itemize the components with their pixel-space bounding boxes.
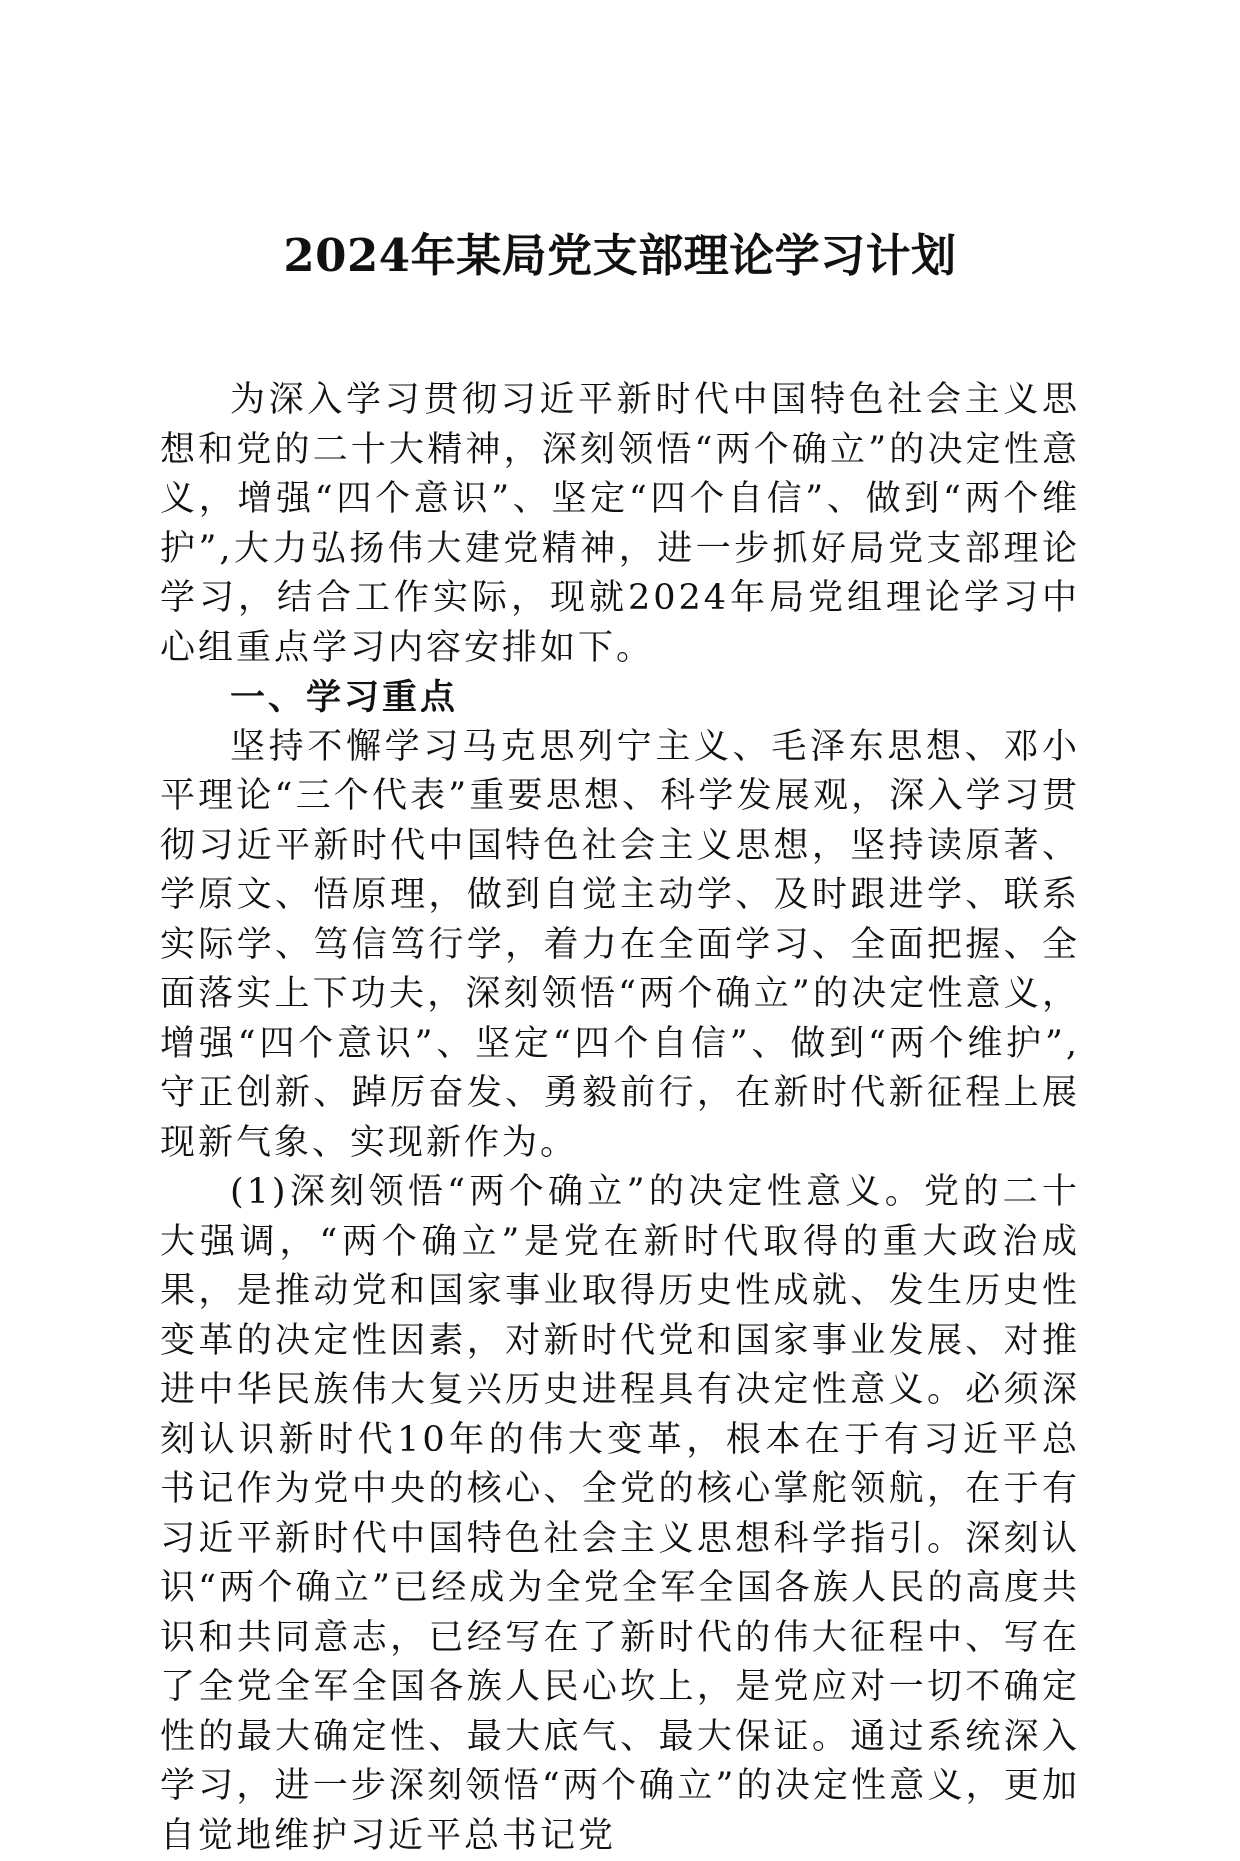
item-1-paragraph: (1)深刻领悟“两个确立”的决定性意义。党的二十大强调，“两个确立”是党在新时代取得的重大政治成果，是推动党和国家事业取得历史性成就、发生历史性变革的决定性因素，对新时代党和国家事业发展、对推进中华民族伟大复兴历史进程具有决定性意义。必须深刻认识新时代10年的伟大变革，根本在于有习近平总书记作为党中央的核心、全党的核心掌舵领航，在于有习近平新时代中国特色社会主义思想科学指引。深刻认识“两个确立”已经成为全党全军全国各族人民的高度共识和共同意志，已经写在了新时代的伟大征程中、写在了全党全军全国各族人民心坎上，是党应对一切不确定性的最大确定性、最大底气、最大保证。通过系统深入学习，进一步深刻领悟“两个确立”的决定性意义，更加自觉地维护习近平总书记党 (160, 1172, 1080, 1856)
study-focus-paragraph: 坚持不懈学习马克思列宁主义、毛泽东思想、邓小平理论“三个代表”重要思想、科学发展观，深入学习贯彻习近平新时代中国特色社会主义思想，坚持读原著、学原文、悟原理，做到自觉主动学、及时跟进学、联系实际学、笃信笃行学，着力在全面学习、全面把握、全面落实上下功夫，深刻领悟“两个确立”的决定性意义，增强“四个意识”、坚定“四个自信”、做到“两个维护”,守正创新、踔厉奋发、勇毅前行，在新时代新征程上展现新气象、实现新作为。 (160, 726, 1080, 1163)
document-body (160, 376, 1080, 1861)
section-heading-study-focus: 一、学习重点 (230, 677, 459, 718)
document-title: 2024年某局党支部理论学习计划 (283, 229, 957, 282)
intro-paragraph: 为深入学习贯彻习近平新时代中国特色社会主义思想和党的二十大精神，深刻领悟“两个确立”的决定性意义，增强“四个意识”、坚定“四个自信”、做到“两个维护”,大力弘扬伟大建党精神，进一步抓好局党支部理论学习，结合工作实际，现就2024年局党组理论学习中心组重点学习内容安排如下。 (160, 380, 1080, 668)
